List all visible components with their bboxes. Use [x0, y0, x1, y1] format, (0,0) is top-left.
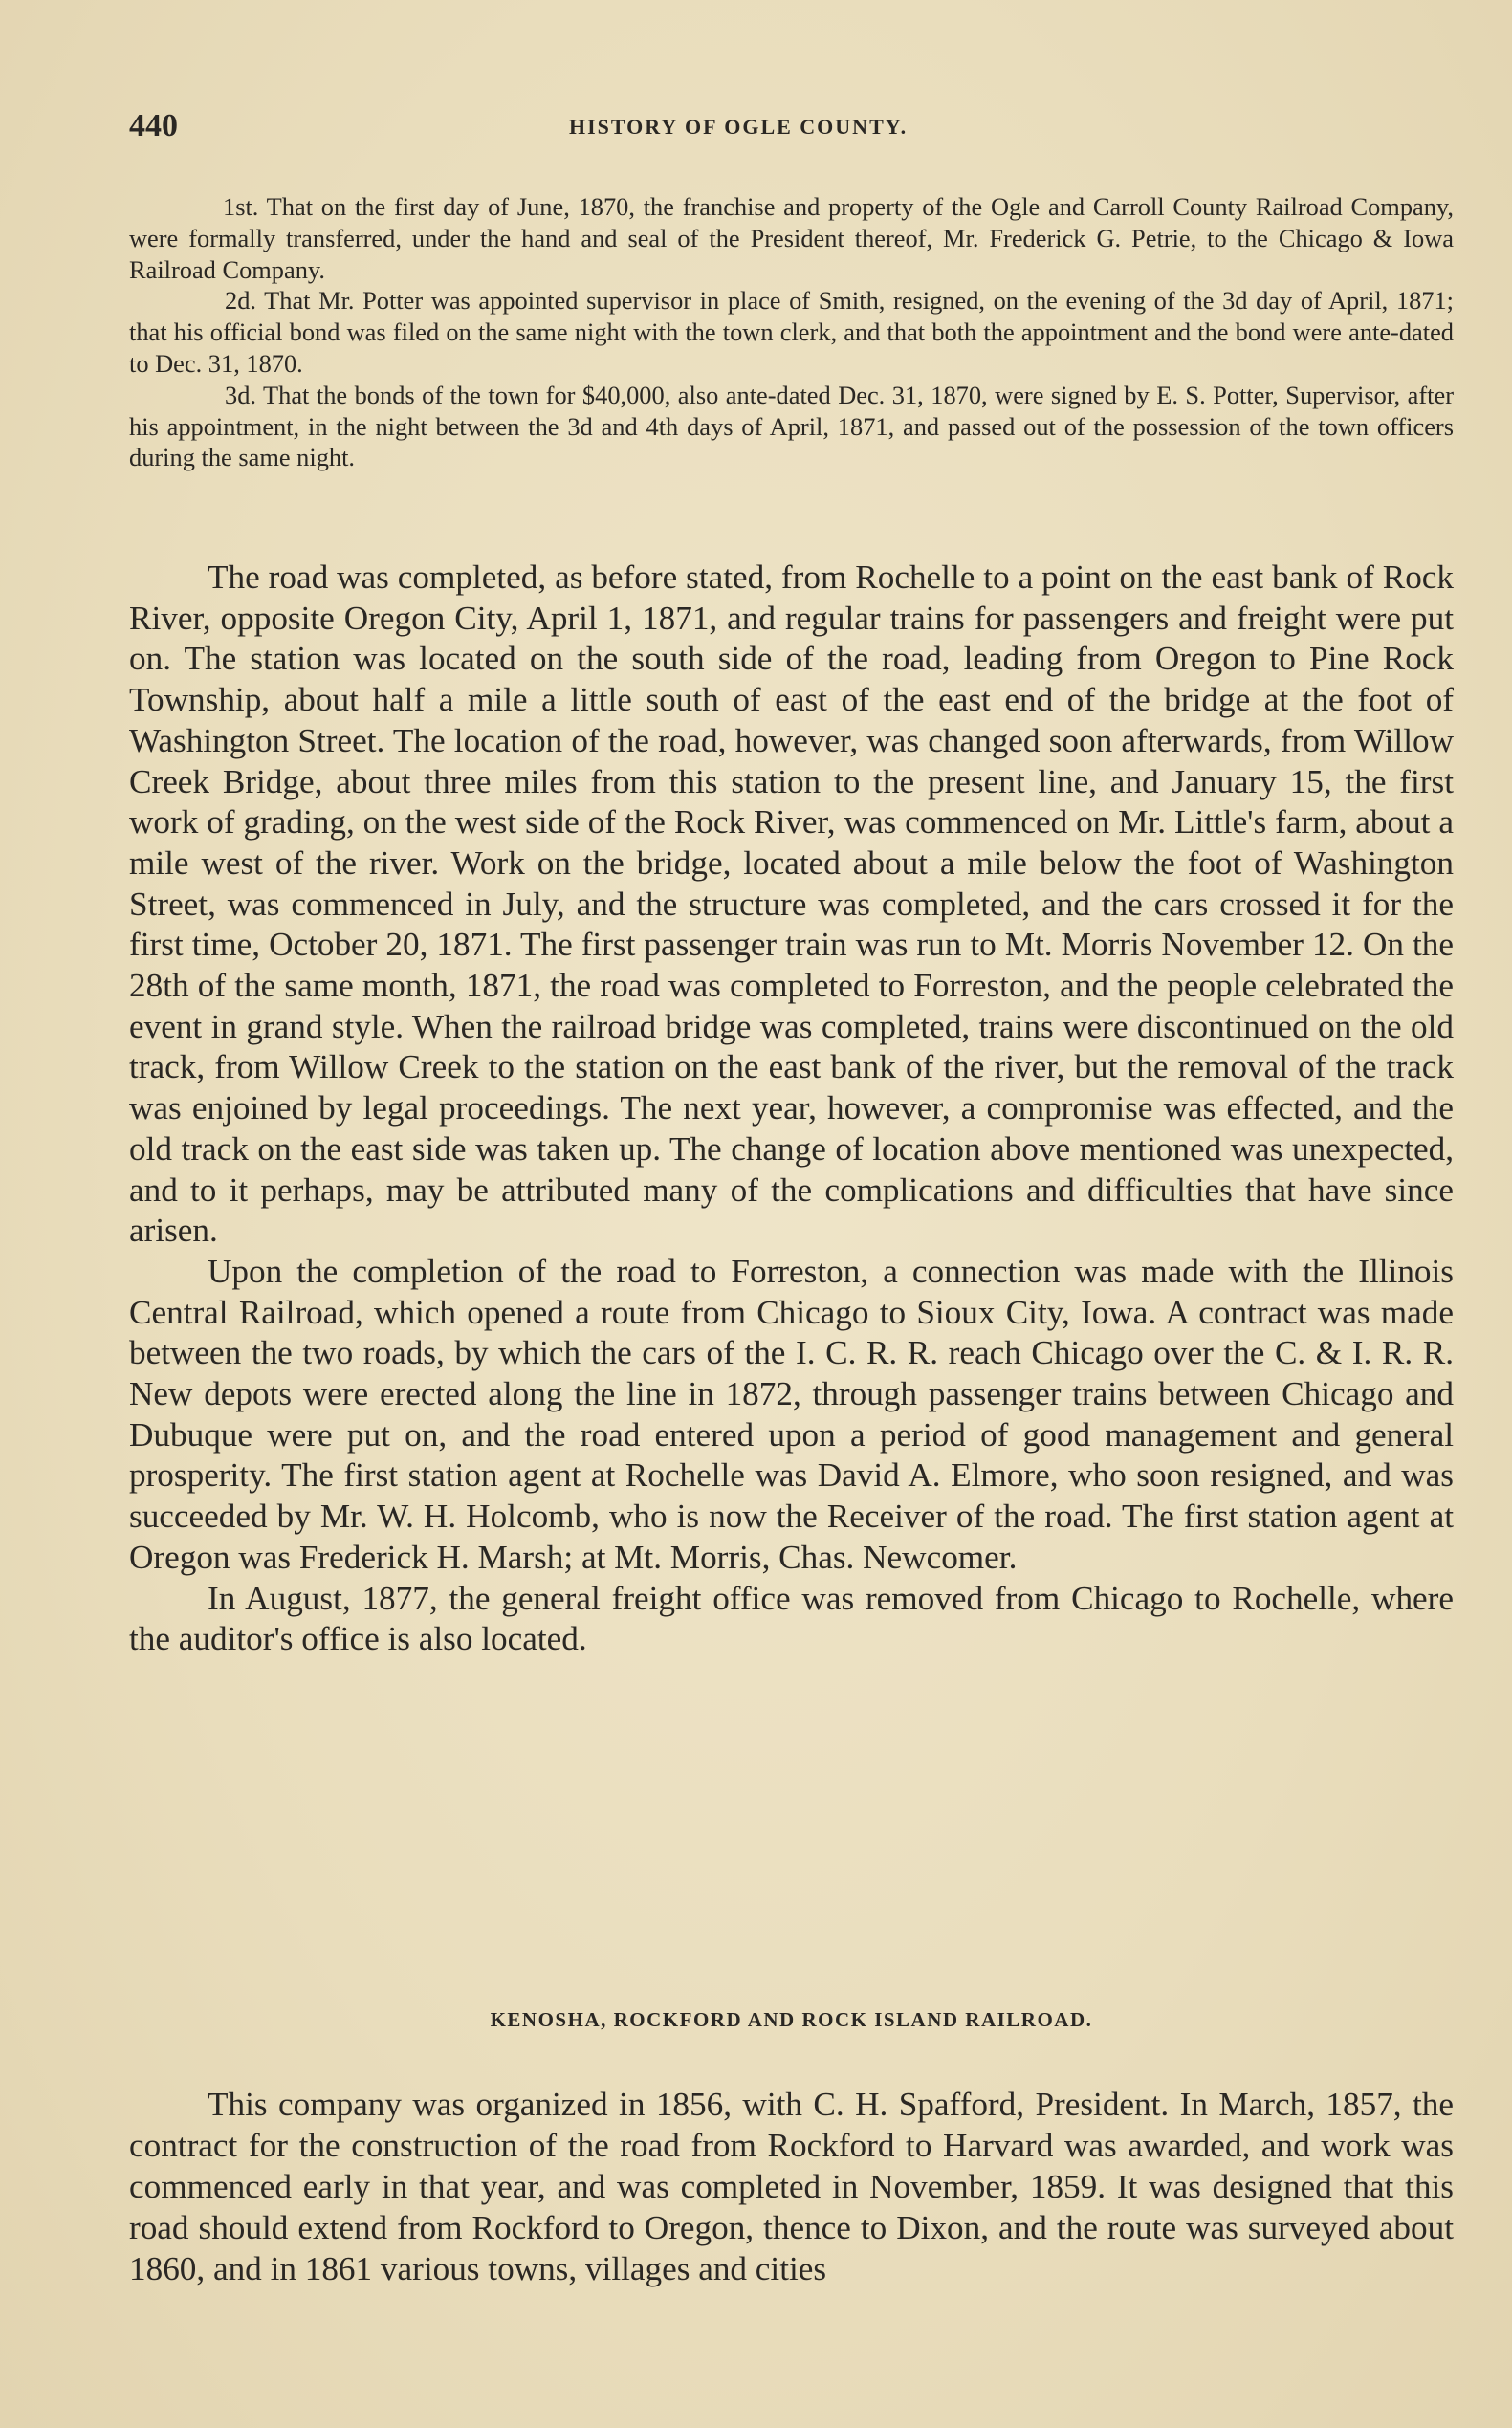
running-head: HISTORY OF OGLE COUNTY.: [569, 115, 909, 139]
section-body: [129, 2084, 1454, 2289]
note-paragraph: 2d. That Mr. Potter was appointed supervisor in place of Smith, resigned, on the evening of the 3d day of April, 1871; that his official bond was filed on the same night with the town clerk, and that both the appointment and the bond were ante-dated to Dec. 31, 1870.: [129, 286, 1454, 378]
section-paragraph: This company was organized in 1856, with C. H. Spafford, President. In March, 1857, the contract for the construction of the road from Rockford to Harvard was awarded, and work was commenced early in that year, and was completed in November, 1859. It was designed that this road should extend from Rockford to Oregon, thence to Dixon, and the route was surveyed about 1860, and in 1861 various towns, villages and cities: [129, 2086, 1454, 2287]
note-paragraph: 3d. That the bonds of the town for $40,000, also ante-dated Dec. 31, 1870, were signed by E. S. Potter, Supervisor, after his appointment, in the night between the 3d and 4th days of April, 1871, and passed out of the possession of the town officers during the same night.: [129, 380, 1454, 472]
page-number: 440: [129, 108, 178, 143]
note-paragraph: 1st. That on the first day of June, 1870, the franchise and property of the Ogle and Carroll County Railroad Company, were formally transferred, under the hand and seal of the President thereof, Mr. Frederick G. Petrie, to the Chicago & Iowa Railroad Company.: [129, 192, 1454, 284]
body-paragraph: The road was completed, as before stated, from Rochelle to a point on the east bank of Rock River, opposite Oregon City, April 1, 1871, and regular trains for passengers and freight were put on. The station was located on the south side of the road, leading from Oregon to Pine Rock Township, about half a mile a little south of east of the east end of the bridge at the foot of Washington Street. The location of the road, however, was changed soon afterwards, from Willow Creek Bridge, about three miles from this station to the present line, and January 15, the first work of grading, on the west side of the Rock River, was commenced on Mr. Little's farm, about a mile west of the river. Work on the bridge, located about a mile below the foot of Washington Street, was commenced in July, and the structure was completed, and the cars crossed it for the first time, October 20, 1871. The first passenger train was run to Mt. Morris November 12. On the 28th of the same month, 1871, the road was completed to Forreston, and the people celebrated the event in grand style. When the railroad bridge was completed, trains were discontinued on the old track, from Willow Creek to the station on the east bank of the river, but the removal of the track was enjoined by legal proceedings. The next year, however, a compromise was effected, and the old track on the east side was taken up. The change of location above mentioned was unexpected, and to it perhaps, may be attributed many of the complications and difficulties that have since arisen.: [129, 558, 1454, 1250]
page-header: [129, 107, 1449, 145]
body-paragraph: In August, 1877, the general freight office was removed from Chicago to Rochelle, where the auditor's office is also located.: [129, 1579, 1454, 1658]
section-heading: KENOSHA, ROCKFORD AND ROCK ISLAND RAILROAD.: [490, 2008, 1093, 2031]
numbered-notes: [129, 191, 1454, 473]
body-paragraph: Upon the completion of the road to Forreston, a connection was made with the Illinois Central Railroad, which opened a route from Chicago to Sioux City, Iowa. A contract was made between the two roads, by which the cars of the I. C. R. R. reach Chicago over the C. & I. R. R. New depots were erected along the line in 1872, through passenger trains between Chicago and Dubuque were put on, and the road entered upon a period of good management and general prosperity. The first station agent at Rochelle was David A. Elmore, who soon resigned, and was succeeded by Mr. W. H. Holcomb, who is now the Receiver of the road. The first station agent at Oregon was Frederick H. Marsh; at Mt. Morris, Chas. Newcomer.: [129, 1252, 1454, 1576]
body-text: [129, 558, 1454, 1660]
